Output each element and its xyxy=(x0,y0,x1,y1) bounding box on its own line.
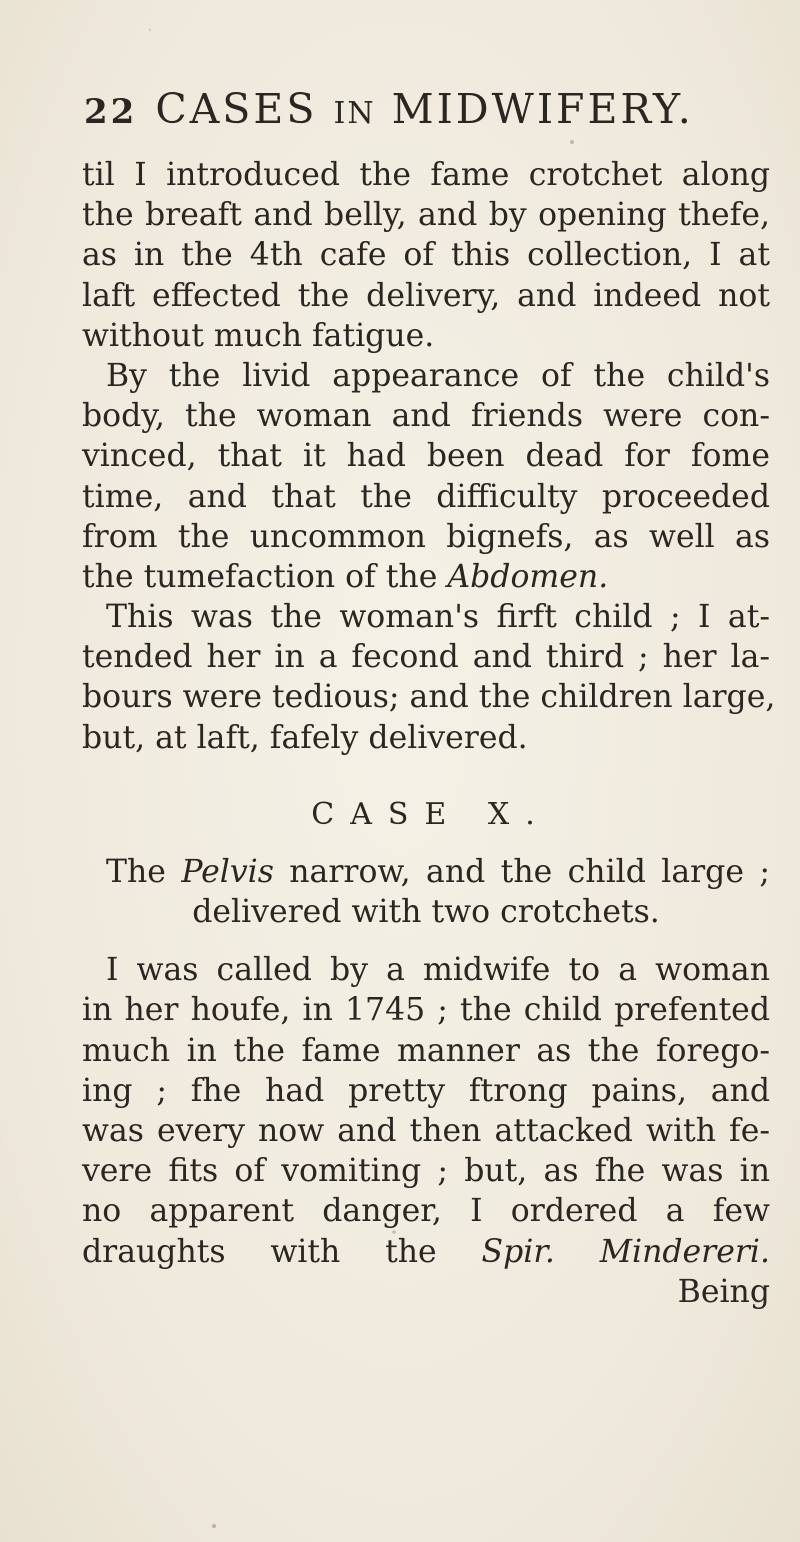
text-line: bours were tedious; and the children large, xyxy=(82,679,776,716)
case-heading: CASE X. xyxy=(311,796,551,832)
header-title-cases: CASES xyxy=(155,85,318,133)
text-line: laft effected the delivery, and indeed not xyxy=(82,277,770,314)
text-line xyxy=(82,1232,770,1272)
text-line xyxy=(82,557,770,597)
spacer xyxy=(82,932,770,950)
text-line: from the uncommon bignefs, as well as xyxy=(82,518,770,555)
paragraph-livid-appearance xyxy=(82,356,770,597)
text-line: body, the woman and friends were con- xyxy=(82,398,770,435)
text-line: vinced, that it had been dead for fome xyxy=(82,438,770,475)
summary-line xyxy=(82,852,770,892)
text-line: was every now and then attacked with fe- xyxy=(82,1112,770,1149)
text-line: I was called by a midwife to a woman xyxy=(106,952,770,989)
text-line: no apparent danger, I ordered a few xyxy=(82,1193,770,1230)
text-line: ing ; fhe had pretty ftrong pains, and xyxy=(82,1072,770,1109)
text-line: the breaft and belly, and by opening thefe, xyxy=(82,197,770,234)
text-line: without much fatigue. xyxy=(82,317,435,354)
text-line: til I introduced the fame crotchet along xyxy=(82,157,770,193)
text-line: as in the 4th cafe of this collection, I at xyxy=(82,237,770,274)
text-segment: the tumefaction of the xyxy=(82,558,438,595)
text-line: in her houfe, in 1745 ; the child prefented xyxy=(82,992,770,1029)
italic-term-pelvis: Pelvis xyxy=(181,853,274,890)
text-segment: The xyxy=(106,853,166,890)
paragraph-called-by-midwife xyxy=(82,950,770,1272)
summary-line: delivered with two crotchets. xyxy=(192,894,660,930)
paragraph-continuation xyxy=(82,155,770,356)
running-header xyxy=(84,84,764,139)
text-line: By the livid appearance of the child's xyxy=(106,357,770,394)
page-number: 22 xyxy=(84,92,138,132)
header-title-midwifery: MIDWIFERY. xyxy=(391,85,694,133)
case-summary xyxy=(82,852,770,932)
text-line: but, at laft, fafely delivered. xyxy=(82,719,528,756)
text-line: tended her in a fecond and third ; her la- xyxy=(82,639,770,676)
page-body xyxy=(82,155,776,1312)
catchword: Being xyxy=(677,1273,770,1310)
text-line: vere fits of vomiting ; but, as fhe was in xyxy=(82,1153,770,1190)
italic-term-spir: Spir. xyxy=(481,1233,555,1270)
italic-term-mindereri: Mindereri. xyxy=(599,1233,771,1270)
text-line: time, and that the difficulty proceeded xyxy=(82,478,770,515)
text-line: much in the fame manner as the forego- xyxy=(82,1032,770,1069)
text-line: This was the woman's firft child ; I at- xyxy=(106,599,770,636)
paragraph-first-child xyxy=(82,597,776,758)
italic-term-abdomen: Abdomen. xyxy=(447,558,609,595)
text-segment: draughts with the xyxy=(82,1233,437,1270)
header-title-in: IN xyxy=(333,96,376,131)
text-segment: narrow, and the child large ; xyxy=(289,853,770,890)
